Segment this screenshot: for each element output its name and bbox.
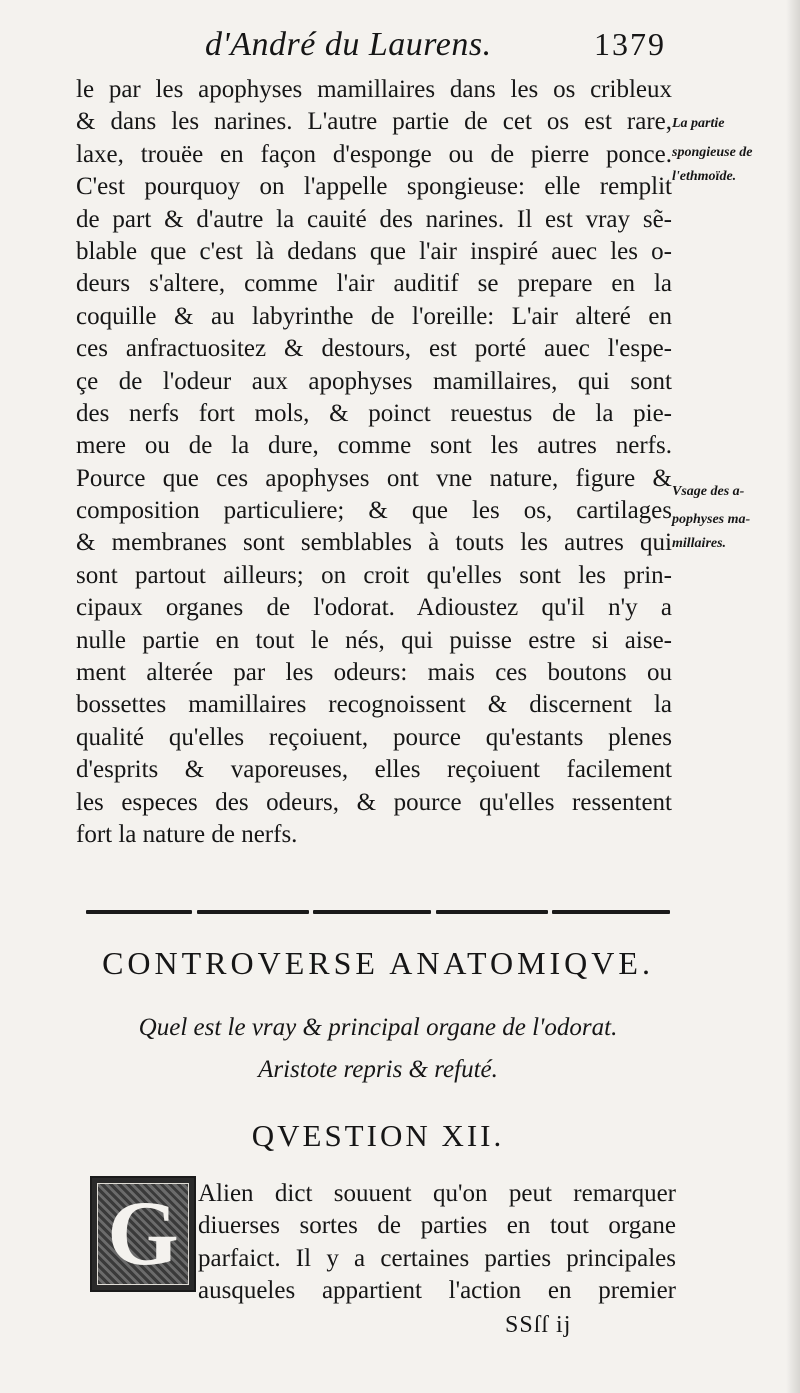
body-line: & membranes sont semblables à touts les autres qui <box>76 529 672 557</box>
question-title: QVESTION XII. <box>251 1118 505 1153</box>
body-line: nulle partie en tout le nés, qui puisse estre si aise- <box>76 626 672 654</box>
question-line: ausqueles appartient l'action en premier <box>198 1277 676 1305</box>
dropcap-letter: G <box>107 1182 179 1284</box>
body-line: çe de l'odeur aux apophyses mamillaires, qui sont <box>76 367 672 395</box>
body-line: qualité qu'elles reçoiuent, pource qu'estants plenes <box>76 723 672 751</box>
section-divider <box>86 908 670 916</box>
body-line: les especes des odeurs, & pource qu'elles ressentent <box>76 788 672 816</box>
body-line: C'est pourquoy on l'appelle spongieuse: elle remplit <box>76 173 672 201</box>
body-line: blable que c'est là dedans que l'air inspiré auec les o- <box>76 237 672 265</box>
body-line: fort la nature de nerfs. <box>76 820 298 848</box>
question-line: parfaict. Il y a certaines parties principales <box>198 1244 676 1272</box>
margin-note-spongy-part: l'ethmoïde. <box>672 169 737 184</box>
question-text <box>198 1178 676 1308</box>
margin-note-spongy-part: La partie <box>672 116 725 131</box>
margin-notes <box>672 0 800 600</box>
dropcap-ornament <box>90 1176 196 1292</box>
section-subtitle: Quel est le vray & principal organe de l'odorat. <box>138 1014 618 1041</box>
catchword: SSſſ ij <box>505 1312 572 1338</box>
body-line: cipaux organes de l'odorat. Adioustez qu'il n'y a <box>76 594 672 622</box>
section-title: CONTROVERSE ANATOMIQVE. <box>102 945 654 981</box>
question-line: Alien dict souuent qu'on peut remarquer <box>198 1180 676 1207</box>
margin-note-apophyses-use: pophyses ma- <box>672 512 751 527</box>
body-text <box>76 74 672 851</box>
running-title: d'André du Laurens. <box>205 26 492 63</box>
body-line: coquille & au labyrinthe de l'oreille: L'air alteré en <box>76 302 672 330</box>
body-line: bossettes mamillaires recognoissent & discernent la <box>76 691 672 719</box>
body-line: Pource que ces apophyses ont vne nature, figure & <box>76 464 672 492</box>
margin-note-apophyses-use: millaires. <box>672 536 727 551</box>
section-subtitle: Aristote repris & refuté. <box>258 1056 498 1083</box>
body-line: ment alterée par les odeurs: mais ces boutons ou <box>76 659 672 687</box>
body-line: le par les apophyses mamillaires dans les os cribleux <box>76 76 672 103</box>
body-line: ces anfractuositez & destours, est porté auec l'espe- <box>76 335 672 363</box>
body-line: laxe, trouëe en façon d'esponge ou de pierre ponce. <box>76 140 672 168</box>
body-line: & dans les narines. L'autre partie de cet os est rare, <box>76 108 672 136</box>
body-line: d'esprits & vaporeuses, elles reçoiuent facilement <box>76 756 672 784</box>
margin-note-apophyses-use: Vsage des a- <box>672 484 745 499</box>
margin-note-spongy-part: spongieuse de <box>672 145 753 160</box>
page-number: 1379 <box>594 26 666 62</box>
body-line: composition particuliere; & que les os, cartilages <box>76 497 672 525</box>
body-line: de part & d'autre la cauité des narines. Il est vray sẽ- <box>76 205 672 233</box>
body-line: mere ou de la dure, comme sont les autres nerfs. <box>76 432 672 460</box>
body-line: des nerfs fort mols, & poinct reuestus de la pie- <box>76 399 672 427</box>
body-line: deurs s'altere, comme l'air auditif se prepare en la <box>76 270 672 298</box>
question-line: diuerses sortes de parties en tout organe <box>198 1212 676 1240</box>
body-line: sont partout ailleurs; on croit qu'elles sont les prin- <box>76 561 672 589</box>
page-fold-shadow <box>786 0 800 1393</box>
